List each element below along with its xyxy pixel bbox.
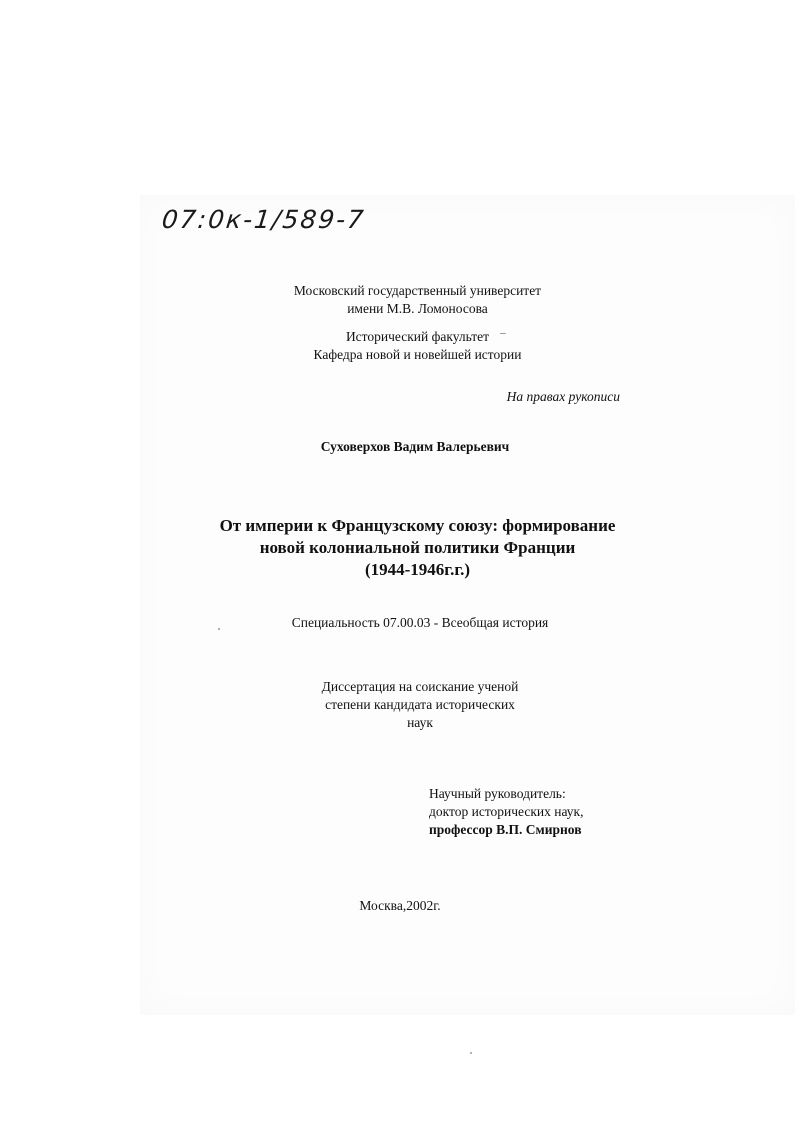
scan-background — [140, 195, 795, 1015]
supervisor-name: профессор В.П. Смирнов — [429, 822, 582, 837]
degree-line-1: Диссертация на соискание ученой — [321, 679, 519, 694]
rights-note: На правах рукописи — [506, 389, 620, 404]
title-line-3: (1944-1946г.г.) — [364, 560, 471, 579]
author-name: Суховерхов Вадим Валерьевич — [320, 439, 510, 454]
supervisor-block — [429, 785, 669, 839]
university-block — [260, 282, 575, 318]
dissertation-degree-block — [300, 678, 540, 732]
scan-speck — [500, 333, 506, 334]
university-name: Московский государственный университет — [293, 283, 542, 298]
scan-speck — [218, 628, 220, 630]
handwritten-code: 07:0к-1/589-7 — [160, 205, 367, 234]
scan-speck — [470, 1052, 472, 1054]
supervisor-degree: доктор исторических наук, — [429, 804, 584, 819]
title-line-1: От империи к Французскому союзу: формирование — [219, 516, 616, 535]
title-line-2: новой колониальной политики Франции — [259, 538, 576, 557]
university-named-after: имени М.В. Ломоносова — [347, 301, 488, 316]
faculty-block — [260, 328, 575, 364]
department-name: Кафедра новой и новейшей истории — [313, 347, 522, 362]
specialty: Специальность 07.00.03 - Всеобщая история — [291, 615, 549, 630]
degree-line-2: степени кандидата исторических — [325, 697, 515, 712]
dissertation-title — [195, 515, 640, 581]
degree-line-3: наук — [407, 715, 433, 730]
faculty-name: Исторический факультет — [345, 329, 490, 344]
city-year: Москва,2002г. — [359, 898, 441, 913]
supervisor-label: Научный руководитель: — [429, 786, 566, 801]
